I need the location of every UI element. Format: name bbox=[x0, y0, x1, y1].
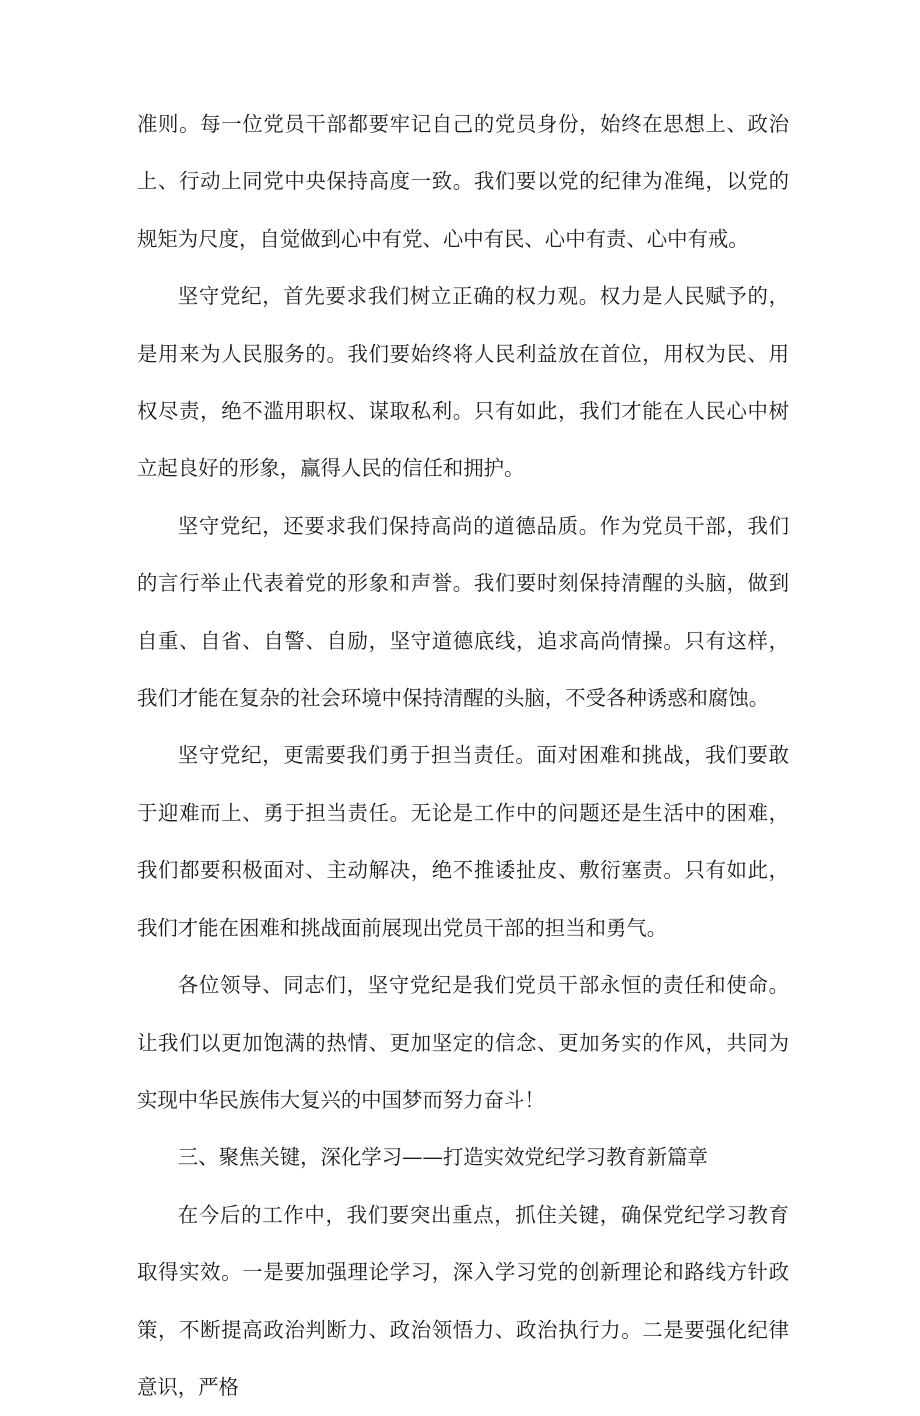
paragraph-moral-quality: 坚守党纪，还要求我们保持高尚的道德品质。作为党员干部，我们的言行举止代表着党的形象和声誉。我们要时刻保持清醒的头脑，做到自重、自省、自警、自励，坚守道德底线，追求高尚情操。只有这样，我们才能在复杂的社会环境中保持清醒的头脑，不受各种诱惑和腐蚀。 bbox=[137, 513, 789, 711]
paragraph-responsibility: 坚守党纪，更需要我们勇于担当责任。面对困难和挑战，我们要敢于迎难而上、勇于担当责任。无论是工作中的问题还是生活中的困难，我们都要积极面对、主动解决，绝不推诿扯皮、敷衍塞责。只有如此，我们才能在困难和挑战面前展现出党员干部的担当和勇气。 bbox=[137, 743, 789, 940]
paragraph-continuation: 准则。每一位党员干部都要牢记自己的党员身份，始终在思想上、政治上、行动上同党中央保持高度一致。我们要以党的纪律为准绳，以党的规矩为尺度，自觉做到心中有党、心中有民、心中有责、心中有戒。 bbox=[137, 112, 789, 251]
section-heading: 三、聚焦关键，深化学习——打造实效党纪学习教育新篇章 bbox=[177, 1145, 708, 1170]
document-body bbox=[137, 96, 789, 1416]
paragraph-power-view: 坚守党纪，首先要求我们树立正确的权力观。权力是人民赋予的，是用来为人民服务的。我们要始终将人民利益放在首位，用权为民、用权尽责，绝不滥用职权、谋取私利。只有如此，我们才能在人民心中树立起良好的形象，赢得人民的信任和拥护。 bbox=[137, 284, 789, 481]
paragraph-future-work: 在今后的工作中，我们要突出重点，抓住关键，确保党纪学习教育取得实效。一是要加强理论学习，深入学习党的创新理论和路线方针政策，不断提高政治判断力、政治领悟力、政治执行力。二是要强化纪律意识，严格 bbox=[137, 1202, 789, 1399]
paragraph-closing-appeal: 各位领导、同志们，坚守党纪是我们党员干部永恒的责任和使命。让我们以更加饱满的热情、更加坚定的信念、更加务实的作风，共同为实现中华民族伟大复兴的中国梦而努力奋斗！ bbox=[137, 973, 789, 1112]
